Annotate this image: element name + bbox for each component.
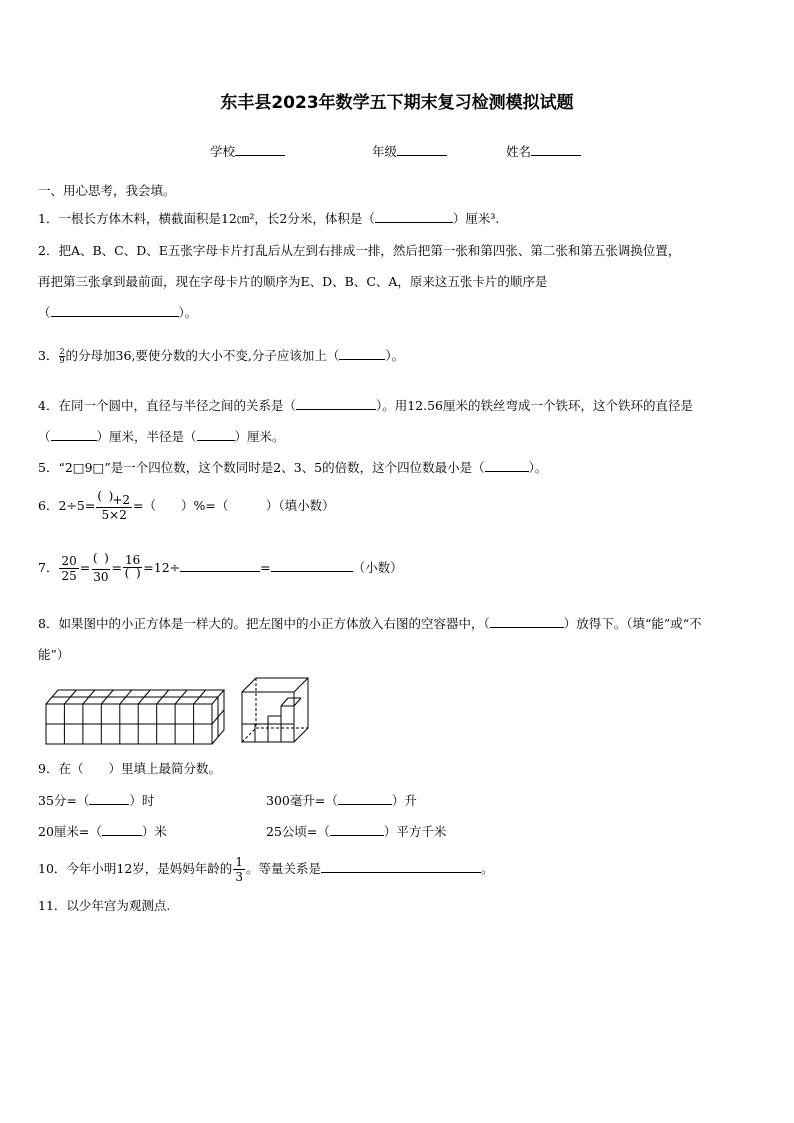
q4-blank-diameter[interactable] bbox=[51, 429, 97, 441]
q3-fraction bbox=[59, 348, 64, 365]
q8-text: 8．如果图中的小正方体是一样大的。把左图中的小正方体放入右图的空容器中，（ bbox=[38, 616, 490, 631]
question-2-line1: 2．把A、B、C、D、E五张字母卡片打乱后从左到右排成一排，然后把第一张和第四张、第二张和第五张调换位置， bbox=[38, 243, 681, 258]
q7-f2-blank[interactable] bbox=[94, 554, 108, 566]
q9-r2d: ）平方千米 bbox=[383, 824, 447, 839]
q7-f1-denominator: 25 bbox=[61, 569, 77, 583]
q9-r2a: 20厘米=（ bbox=[38, 824, 102, 839]
q1-text-end: ）厘米³. bbox=[452, 211, 500, 226]
q9-row1-right bbox=[266, 791, 417, 809]
cube-block-figure bbox=[44, 684, 234, 746]
question-8-line2: 能”） bbox=[38, 647, 70, 662]
question-3 bbox=[38, 346, 404, 365]
q5-text-end: ）。 bbox=[528, 460, 548, 475]
q7-f1-numerator: 20 bbox=[61, 554, 77, 568]
grade-blank[interactable] bbox=[397, 143, 447, 156]
question-2-line3 bbox=[38, 303, 197, 321]
question-4-line2 bbox=[38, 427, 285, 445]
q7-f3-numerator: 16 bbox=[124, 553, 141, 567]
q3-denominator: 9 bbox=[59, 356, 65, 365]
name-blank[interactable] bbox=[531, 143, 581, 156]
grade-label: 年级 bbox=[372, 144, 398, 159]
q7-f2-denominator: 30 bbox=[93, 570, 109, 584]
question-6 bbox=[38, 492, 335, 521]
q1-blank[interactable] bbox=[375, 211, 453, 223]
q6-paren-blank[interactable] bbox=[98, 492, 112, 504]
question-1 bbox=[38, 209, 499, 227]
q4-text-3: ）厘米，半径是（ bbox=[96, 429, 197, 444]
q9-row2-left bbox=[38, 822, 167, 840]
school-field bbox=[210, 142, 285, 160]
q3-numerator: 2 bbox=[59, 347, 65, 356]
q7-fraction-1 bbox=[59, 555, 78, 582]
q6-denominator: 5×2 bbox=[101, 508, 127, 522]
question-8-line1 bbox=[38, 614, 702, 632]
q7-num: 7． bbox=[38, 560, 59, 575]
question-11: 11．以少年宫为观测点. bbox=[38, 898, 171, 913]
q7-fraction-2 bbox=[91, 554, 110, 583]
q7-text: =12÷ bbox=[143, 560, 181, 575]
q3-text: 的分母加36,要使分数的大小不变,分子应该加上（ bbox=[65, 348, 340, 363]
q7-text-end: （小数） bbox=[352, 560, 403, 575]
q6-text: 6．2÷5= bbox=[38, 498, 96, 513]
question-4-line1 bbox=[38, 396, 693, 414]
q4-blank-relation[interactable] bbox=[296, 398, 376, 410]
q8-blank[interactable] bbox=[490, 616, 564, 628]
q9-r1b: ）时 bbox=[129, 793, 155, 808]
q9-blank-3[interactable] bbox=[102, 824, 142, 836]
question-9: 9．在（ ）里填上最简分数。 bbox=[38, 761, 221, 776]
section-heading: 一、用心思考，我会填。 bbox=[38, 183, 176, 198]
q6-fraction bbox=[96, 492, 132, 521]
q9-blank-4[interactable] bbox=[330, 824, 384, 836]
container-figure bbox=[238, 676, 312, 746]
q7-blank-1[interactable] bbox=[180, 560, 260, 572]
q7-eq: = bbox=[260, 560, 271, 575]
name-label: 姓名 bbox=[506, 144, 532, 159]
q4-text-4: ）厘米。 bbox=[234, 429, 285, 444]
q10-text-2: 。等量关系是 bbox=[245, 861, 321, 876]
q10-denominator: 3 bbox=[235, 870, 243, 884]
q9-row1-left bbox=[38, 791, 154, 809]
q2-open: （ bbox=[38, 305, 51, 320]
q5-blank[interactable] bbox=[485, 460, 529, 472]
q10-text: 10．今年小明12岁，是妈妈年龄的 bbox=[38, 861, 233, 876]
q6-text-end: =（ ）%=（ ）（填小数） bbox=[133, 498, 335, 513]
q7-blank-2[interactable] bbox=[271, 560, 353, 572]
q9-r2c: 25公顷=（ bbox=[266, 824, 330, 839]
q2-close: ）。 bbox=[178, 305, 198, 320]
q3-num: 3． bbox=[38, 348, 59, 363]
q10-numerator: 1 bbox=[235, 855, 243, 869]
q6-numerator: +2 bbox=[112, 493, 131, 507]
q4-text: 4．在同一个圆中，直径与半径之间的关系是（ bbox=[38, 398, 296, 413]
q1-text: 1．一根长方体木料，横截面积是12㎝²，长2分米，体积是（ bbox=[38, 211, 375, 226]
page-title: 东丰县2023年数学五下期末复习检测模拟试题 bbox=[220, 93, 574, 113]
question-7: 7． $\frac{20}{25}$ = ( ) 30 = 16 ( ) =12÷ = （小数） bbox=[38, 554, 403, 583]
q7-f3-blank[interactable] bbox=[126, 569, 140, 581]
q10-fraction bbox=[233, 856, 245, 883]
q10-text-end: 。 bbox=[480, 861, 494, 876]
q9-r1c: 300毫升=（ bbox=[266, 793, 338, 808]
q9-blank-1[interactable] bbox=[89, 793, 129, 805]
q3-blank[interactable] bbox=[339, 348, 385, 360]
q4-open: （ bbox=[38, 429, 51, 444]
q9-row2-right bbox=[266, 822, 446, 840]
grade-field bbox=[372, 142, 447, 160]
question-5 bbox=[38, 458, 547, 476]
q10-blank[interactable] bbox=[321, 861, 481, 873]
q4-text-2: ）。用12.56厘米的铁丝弯成一个铁环，这个铁环的直径是 bbox=[375, 398, 694, 413]
name-field bbox=[506, 142, 581, 160]
q8-text-2: ）放得下。（填“能”或“不 bbox=[563, 616, 702, 631]
question-2-line2: 再把第三张拿到最前面，现在字母卡片的顺序为E、D、B、C、A，原来这五张卡片的顺序是 bbox=[38, 274, 548, 289]
school-blank[interactable] bbox=[235, 143, 285, 156]
q4-blank-radius[interactable] bbox=[197, 429, 235, 441]
question-10 bbox=[38, 856, 493, 883]
q9-blank-2[interactable] bbox=[338, 793, 392, 805]
q2-blank[interactable] bbox=[51, 305, 179, 317]
q5-text: 5．“2□9□”是一个四位数，这个数同时是2、3、5的倍数，这个四位数最小是（ bbox=[38, 460, 485, 475]
q9-r2b: ）米 bbox=[141, 824, 167, 839]
q3-text-end: ）。 bbox=[385, 348, 405, 363]
q7-fraction-3 bbox=[123, 554, 142, 583]
q9-r1d: ）升 bbox=[391, 793, 417, 808]
q9-r1a: 35分=（ bbox=[38, 793, 90, 808]
school-label: 学校 bbox=[210, 144, 236, 159]
